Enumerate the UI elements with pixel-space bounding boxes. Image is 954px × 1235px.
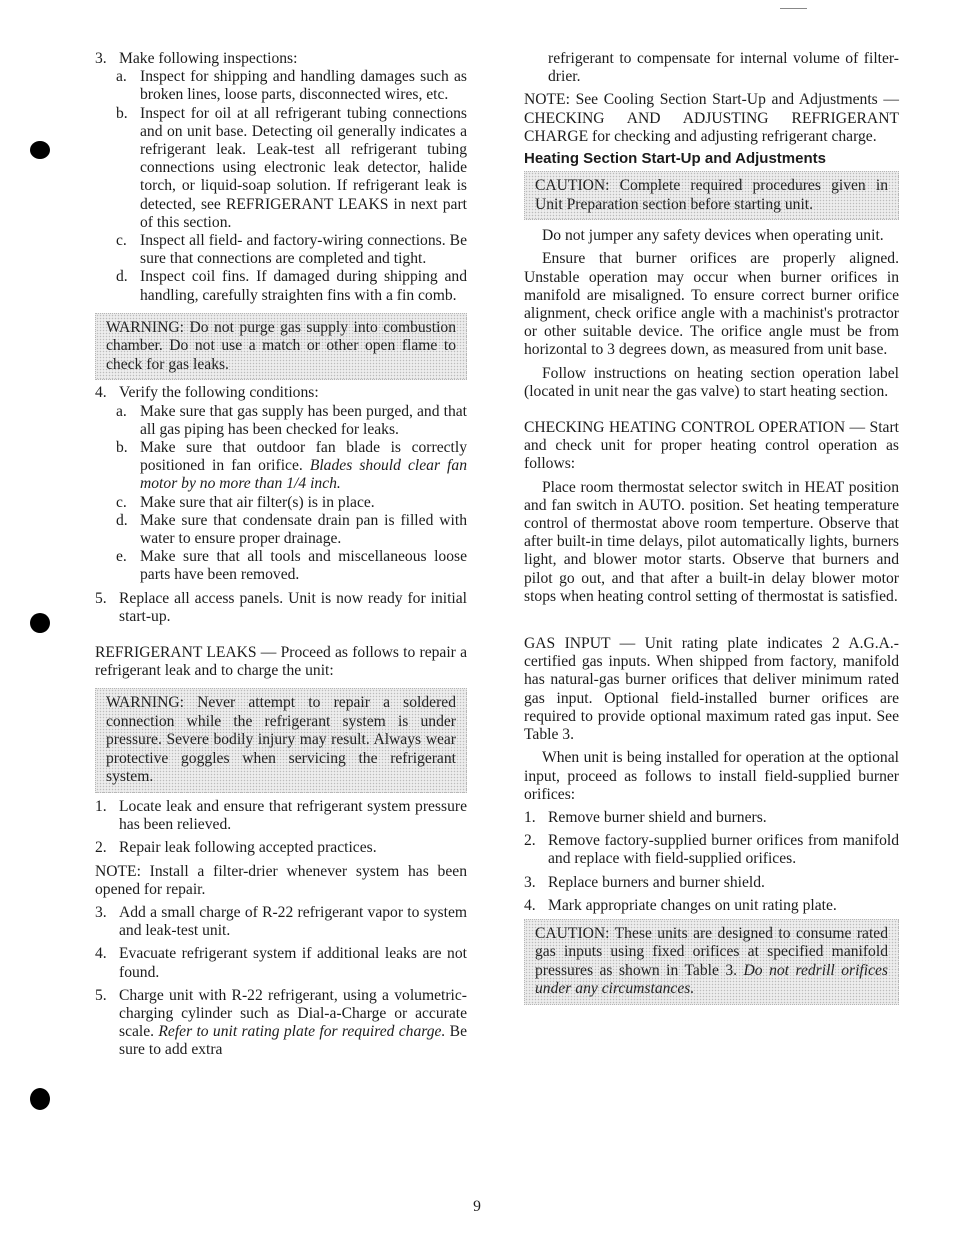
verify-substep: c. Make sure that air filter(s) is in place. [116,493,375,511]
note-filter-drier: NOTE: Install a filter-drier whenever system has been opened for repair. [95,862,467,898]
page-number: 9 [473,1198,481,1215]
paragraph-thermostat: Place room thermostat selector switch in HEAT position and fan switch in AUTO. position. Set heating temperature control of thermostat above room temperture. Observe that after built-in time delays, pilot automatically lights, burners light, and blower motor starts. Observe that burners and pilot go out, and that after a built-in delay blower motor stops when heating control setting of thermostat is satisfied. [524,478,899,605]
binder-hole-top [30,141,50,159]
inspection-step: 3. Make following inspections: [95,50,298,67]
paragraph-follow-instructions: Follow instructions on heating section operation label (located in unit near the gas valve) to start heating section. [524,364,899,400]
leak-step: 4. Evacuate refrigerant system if additional leaks are not found. [95,945,467,981]
leak-step-charge: 5. Charge unit with R-22 refrigerant, using a volumetric-charging cylinder such as Dial-a-Charge or accurate scale. Refer to unit rating plate for required charge. Be sure to add extra [95,986,467,1059]
paragraph-jumper: Do not jumper any safety devices when operating unit. [542,227,884,245]
left-column [95,50,467,1060]
warning-soldered-connection: WARNING: Never attempt to repair a soldered connection while the refrigerant system is under pressure. Severe bodily injury may result. Always wear protective goggles when servicing the refrigerant system. [95,688,467,793]
caution-fixed-orifices: CAUTION: These units are designed to consume rated gas inputs using fixed orifices at specified manifold pressures as shown in Table 3. Do not redrill orifices under any circumstances. [524,919,899,1005]
paragraph-optional-input: When unit is being installed for operation at the optional input, proceed as follows to install field-supplied burner orifices: [524,749,899,803]
note-cooling-section: NOTE: See Cooling Section Start-Up and Adjustments — CHECKING AND ADJUSTING REFRIGERANT CHARGE for checking and adjusting refrigerant charge. [524,91,899,145]
orifice-step: 2. Remove factory-supplied burner orifices from manifold and replace with field-supplied orifices. [524,832,899,868]
verify-substep: d. Make sure that condensate drain pan is filled with water to ensure proper drainage. [116,511,467,547]
gas-input-intro: GAS INPUT — Unit rating plate indicates 2 A.G.A.-certified gas inputs. When shipped from factory, manifold has natural-gas burner orifices that deliver minimum rated gas input. Optional field-installed burner orifices are required to provide optional maximum rated gas input. See Table 3. [524,635,899,744]
verify-substep: e. Make sure that all tools and miscellaneous loose parts have been removed. [116,548,467,584]
verify-substep: a. Make sure that gas supply has been purged, and that all gas piping has been checked for leaks. [116,402,467,438]
binder-hole-middle [30,613,50,633]
replace-panels-step: 5. Replace all access panels. Unit is now ready for initial start-up. [95,589,467,625]
inspection-substep: d. Inspect coil fins. If damaged during shipping and handling, carefully straighten fins with a fin comb. [116,268,467,304]
verify-step: 4. Verify the following conditions: [95,384,319,402]
continuation-text: refrigerant to compensate for internal volume of filter-drier. [548,50,899,86]
orifice-step: 4. Mark appropriate changes on unit rating plate. [524,896,837,914]
leak-step: 2. Repair leak following accepted practices. [95,839,377,857]
orifice-step: 3. Replace burners and burner shield. [524,873,765,891]
checking-heating-intro: CHECKING HEATING CONTROL OPERATION — Start and check unit for proper heating control operation as follows: [524,419,899,473]
leak-step: 3. Add a small charge of R-22 refrigerant vapor to system and leak-test unit. [95,903,467,940]
leak-step: 1. Locate leak and ensure that refrigerant system pressure has been relieved. [95,797,467,834]
inspection-substep: c. Inspect all field- and factory-wiring connections. Be sure that connections are completed and tight. [116,232,467,268]
warning-gas-purge: WARNING: Do not purge gas supply into combustion chamber. Do not use a match or other open flame to check for gas leaks. [95,313,467,381]
refrigerant-leaks-intro: REFRIGERANT LEAKS — Proceed as follows to repair a refrigerant leak and to charge the unit: [95,643,467,680]
verify-substep: b. Make sure that outdoor fan blade is correctly positioned in fan orifice. Blades should clear fan motor by no more than 1/4 inch. [116,438,467,493]
binder-hole-bottom [30,1088,50,1110]
section-heading: Heating Section Start-Up and Adjustments [524,150,826,168]
inspection-substep: a. Inspect for shipping and handling damages such as broken lines, loose parts, disconnected wires, etc. [116,68,467,104]
paragraph-orifices: Ensure that burner orifices are properly aligned. Unstable operation may occur when burner orifices in manifold are misaligned. To ensure correct burner orifice alignment, check orifice angle with a machinist's protractor or other suitable device. The orifice angle must be from horizontal to 3 degrees down, as measured from unit base. [524,250,899,359]
top-rule [780,8,807,9]
right-column [524,50,899,1005]
orifice-step: 1. Remove burner shield and burners. [524,808,767,826]
inspection-substep: b. Inspect for oil at all refrigerant tubing connections and on unit base. Detecting oil generally indicates a refrigerant leak. Leak-test all refrigerant tubing connections using electronic leak detector, halide torch, or liquid-soap solution. If refrigerant leak is detected, see REFRIGERANT LEAKS in next part of this section. [116,104,467,231]
caution-unit-preparation: CAUTION: Complete required procedures given in Unit Preparation section before starting unit. [524,171,899,220]
